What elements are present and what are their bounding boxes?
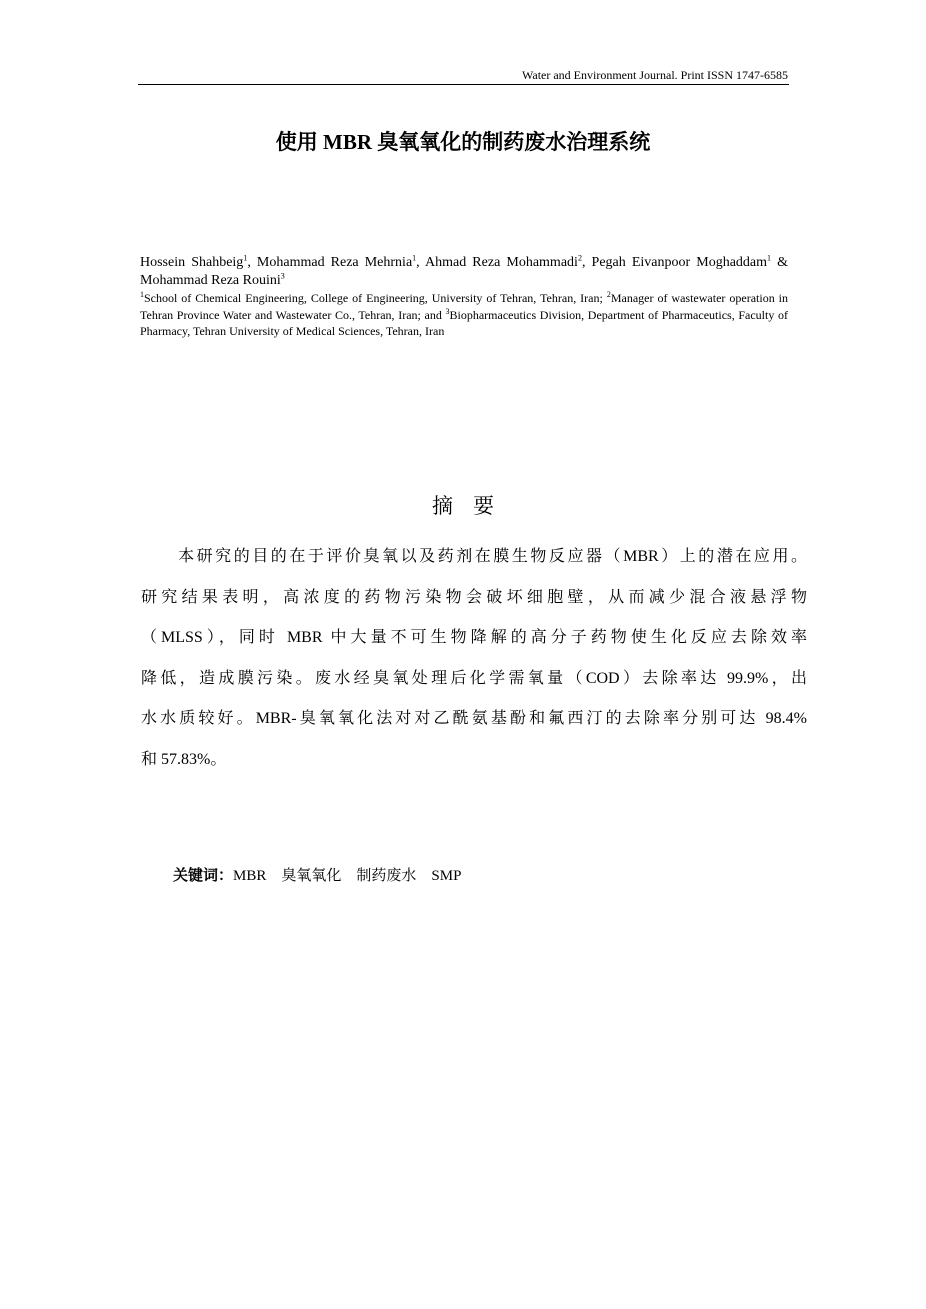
abstract-line: 水水质较好。MBR-臭氧氧化法对对乙酰氨基酚和氟西汀的去除率分别可达 98.4% bbox=[141, 710, 807, 727]
affiliation-list bbox=[140, 290, 788, 340]
abstract-line: 本研究的目的在于评价臭氧以及药剂在膜生物反应器（MBR）上的潜在应用。 bbox=[141, 548, 807, 565]
author-list bbox=[140, 254, 788, 290]
keyword: MBR bbox=[233, 868, 267, 884]
affiliation-mark: 2 bbox=[606, 290, 611, 299]
abstract-line: 降低，造成膜污染。废水经臭氧处理后化学需氧量（COD）去除率达 99.9%，出 bbox=[141, 669, 807, 687]
keyword: 臭氧氧化 bbox=[281, 868, 342, 884]
author-name: , Mohammad Reza Mehrnia bbox=[247, 255, 413, 270]
affiliation-text: Biopharmaceutics Division, Department of Pharmaceutics, Faculty of Pharmacy, Tehran University of Medical Sciences, Tehran, Iran bbox=[140, 307, 788, 338]
author-name: , Ahmad Reza Mohammadi bbox=[416, 255, 578, 270]
author-name: & Mohammad Reza Rouini bbox=[140, 255, 789, 288]
journal-header: Water and Environment Journal. Print ISSN 1747-6585 bbox=[522, 68, 788, 82]
abstract-line: 和 57.83%。 bbox=[141, 750, 227, 768]
author-affiliation-mark: 1 bbox=[243, 253, 248, 263]
abstract-line: （MLSS），同时 MBR 中大量不可生物降解的高分子药物使生化反应去除效率 bbox=[141, 629, 807, 646]
affiliation-mark: 3 bbox=[445, 306, 450, 316]
keywords-line bbox=[173, 865, 476, 887]
affiliation-mark: 1 bbox=[140, 290, 144, 299]
author-name: Hossein Shahbeig bbox=[140, 255, 244, 270]
paper-title: 使用 MBR 臭氧氧化的制药废水治理系统 bbox=[275, 130, 651, 154]
author-affiliation-mark: 1 bbox=[412, 253, 417, 263]
keyword: SMP bbox=[431, 868, 462, 884]
abstract-heading: 摘要 bbox=[432, 494, 514, 518]
header-rule bbox=[138, 84, 789, 85]
author-affiliation-mark: 1 bbox=[767, 253, 772, 263]
keyword: 制药废水 bbox=[356, 868, 417, 884]
keywords-label: 关键词： bbox=[173, 868, 234, 884]
affiliation-text: School of Chemical Engineering, College of Engineering, University of Tehran, Tehran, Iran; bbox=[144, 291, 607, 305]
author-affiliation-mark: 3 bbox=[280, 271, 285, 281]
abstract-line: 研究结果表明，高浓度的药物污染物会破坏细胞壁，从而减少混合液悬浮物 bbox=[141, 588, 807, 606]
author-affiliation-mark: 2 bbox=[577, 253, 582, 263]
affiliation-text: Manager of wastewater operation in Tehran Province Water and Wastewater Co., Tehran, Iran; and bbox=[140, 291, 788, 322]
author-name: , Pegah Eivanpoor Moghaddam bbox=[581, 255, 768, 270]
abstract-body bbox=[141, 537, 807, 780]
